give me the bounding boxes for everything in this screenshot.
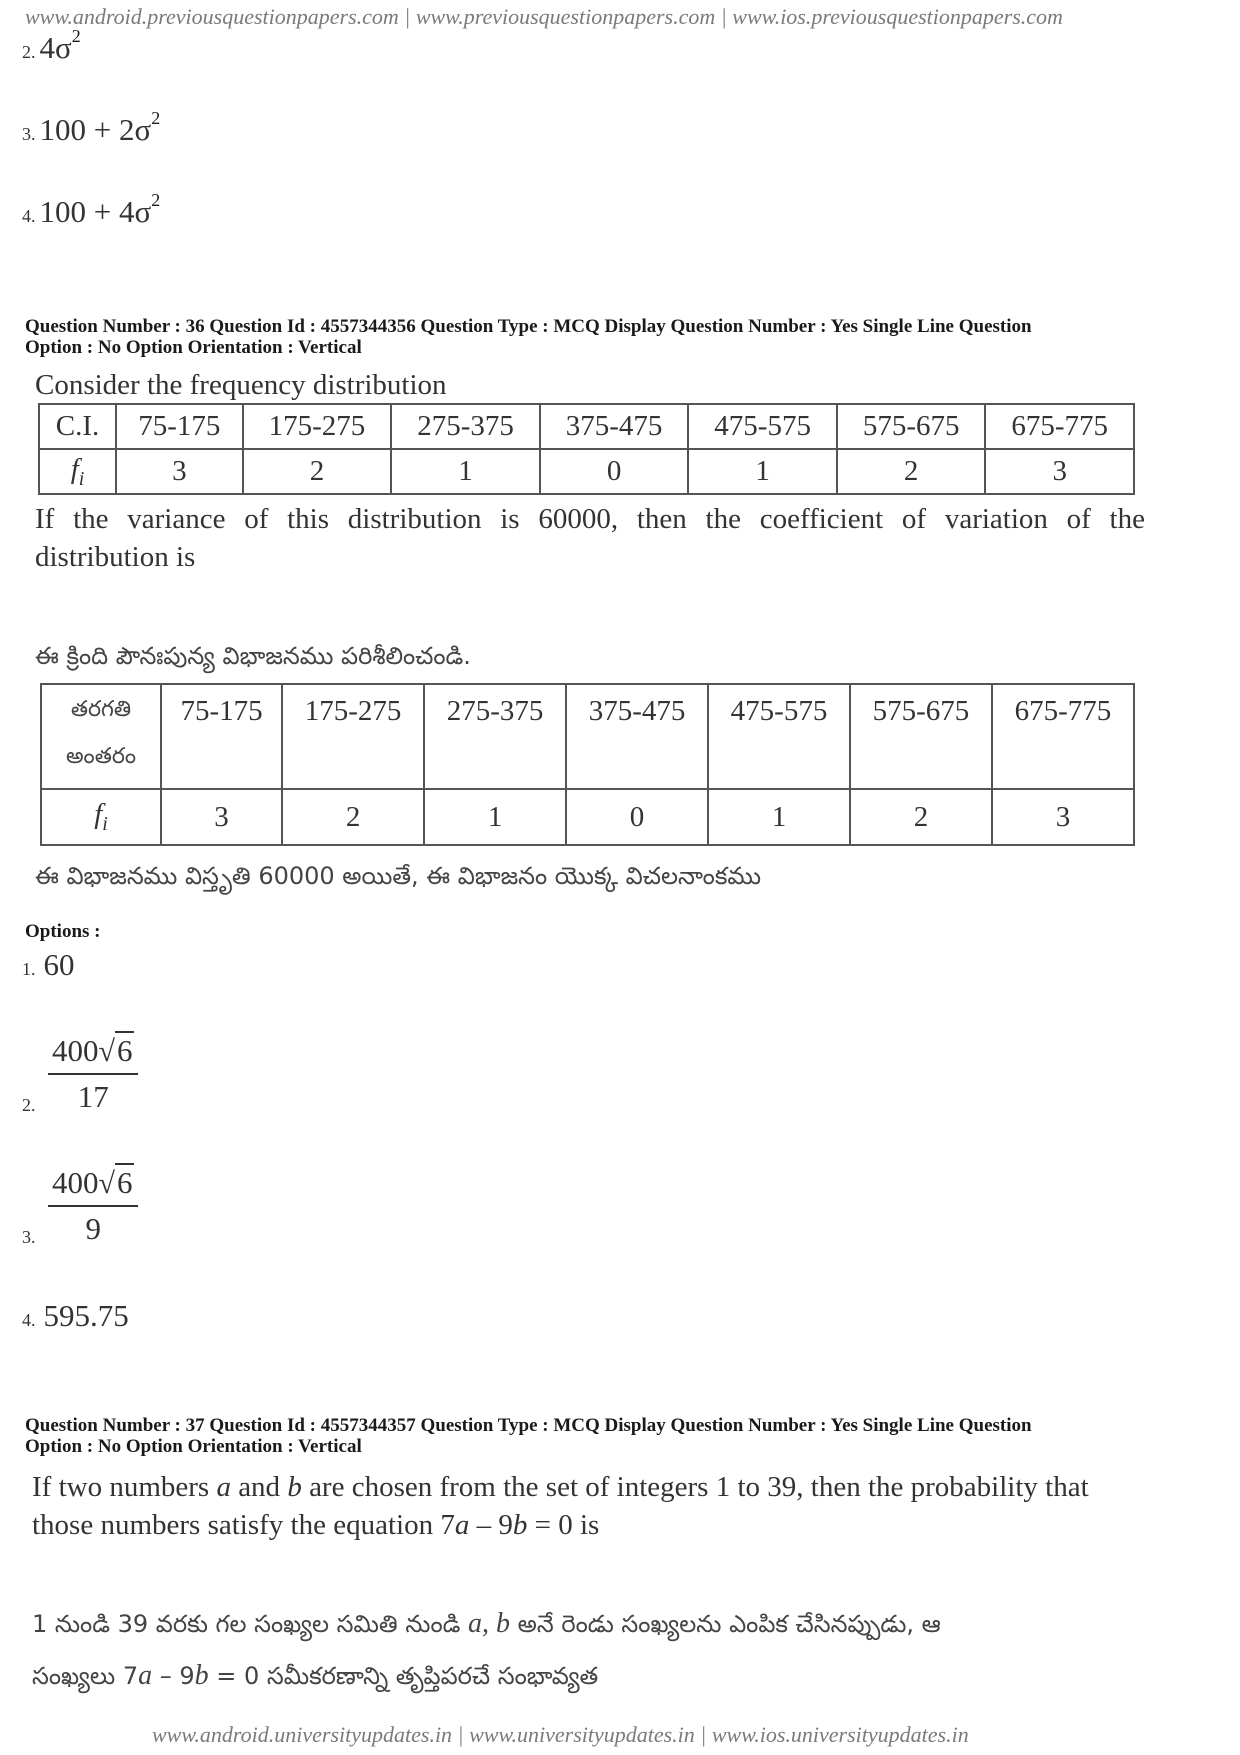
radicand: 6 (116, 1033, 133, 1068)
stem-line: those numbers satisfy the equation 7a – 9b = 0 is (32, 1509, 600, 1541)
frequency-cell: 2 (850, 789, 992, 845)
table-row-intervals (41, 684, 1134, 789)
option-fraction (48, 1165, 138, 1247)
frequency-cell: 3 (116, 449, 243, 494)
option-number: 3. (22, 1227, 36, 1247)
row-label (41, 684, 161, 789)
question-meta-line2: Option : No Option Orientation : Vertical (25, 337, 362, 358)
frequency-cell: 1 (688, 449, 837, 494)
prev-option-4 (22, 190, 161, 230)
frequency-cell: 1 (708, 789, 850, 845)
freq-label: $f_i$ (41, 789, 161, 845)
frequency-cell: 3 (992, 789, 1134, 845)
frequency-cell: 0 (540, 449, 689, 494)
question-meta-line1: Question Number : 36 Question Id : 4557344356 Question Type : MCQ Display Question Number : Yes Single Line Question (25, 316, 1032, 337)
option-number: 2. (22, 1095, 36, 1115)
frequency-cell: 3 (985, 449, 1134, 494)
options-label: Options : (25, 921, 101, 942)
row-label-line2: అంతరం (65, 744, 137, 769)
q36-stem-te: ఈ విభాజనము విస్తృతి 60000 అయితే, ఈ విభాజనం యొక్క విచలనాంకము (35, 862, 762, 890)
option-number: 4. (22, 206, 36, 226)
option-4[interactable] (22, 1298, 129, 1334)
q37-stem-en (32, 1468, 1142, 1544)
option-2[interactable] (22, 1033, 172, 1123)
option-superscript: 2 (71, 26, 81, 46)
question-meta-line1: Question Number : 37 Question Id : 4557344357 Question Type : MCQ Display Question Number : Yes Single Line Question (25, 1415, 1032, 1436)
interval-cell: 75-175 (161, 684, 282, 789)
option-superscript: 2 (151, 108, 161, 128)
fraction-numerator: 400√6 (48, 1165, 138, 1207)
stem-line: సంఖ్యలు 7a – 9b = 0 సమీకరణాన్ని తృప్తిపరచే సంభావ్యత (32, 1660, 599, 1691)
frequency-table-en (38, 403, 1135, 495)
interval-cell: 75-175 (116, 404, 243, 449)
frequency-cell: 1 (391, 449, 540, 494)
option-number: 2. (22, 42, 36, 62)
option-text: 595.75 (43, 1298, 129, 1333)
q36-stem-en (35, 500, 1145, 576)
interval-cell: 275-375 (424, 684, 566, 789)
option-3[interactable] (22, 1165, 172, 1255)
stem-line: If two numbers a and b are chosen from the set of integers 1 to 39, then the probability that (32, 1471, 1089, 1503)
fraction-denominator: 9 (85, 1211, 101, 1246)
frequency-cell: 2 (243, 449, 392, 494)
frequency-cell: 2 (282, 789, 424, 845)
question-37-header (25, 1415, 1215, 1457)
table-row-frequencies (39, 449, 1134, 494)
option-1[interactable] (22, 947, 75, 983)
frequency-cell: 0 (566, 789, 708, 845)
q36-intro-en: Consider the frequency distribution (35, 369, 447, 401)
prev-option-2 (22, 26, 81, 66)
interval-cell: 575-675 (837, 404, 986, 449)
stem-line: 1 నుండి 39 వరకు గల సంఖ్యల సమితి నుండి a, b అనే రెండు సంఖ్యలను ఎంపిక చేసినప్పుడు, ఆ (32, 1608, 941, 1639)
frequency-cell: 3 (161, 789, 282, 845)
interval-cell: 675-775 (992, 684, 1134, 789)
stem-line: If the variance of this distribution is 60000, then the coefficient of variation of the (35, 503, 1145, 535)
row-label: C.I. (39, 404, 116, 449)
prev-option-3 (22, 108, 161, 148)
interval-cell: 575-675 (850, 684, 992, 789)
option-fraction (48, 1033, 138, 1115)
frequency-cell: 1 (424, 789, 566, 845)
option-superscript: 2 (151, 190, 161, 210)
interval-cell: 175-275 (282, 684, 424, 789)
interval-cell: 375-475 (566, 684, 708, 789)
question-meta-line2: Option : No Option Orientation : Vertical (25, 1436, 362, 1457)
option-number: 4. (22, 1310, 36, 1330)
option-number: 1. (22, 959, 36, 979)
interval-cell: 175-275 (243, 404, 392, 449)
table-row-intervals (39, 404, 1134, 449)
option-text: 60 (43, 947, 75, 982)
option-text: 100 + 4σ (39, 194, 152, 229)
fraction-numerator: 400√6 (48, 1033, 138, 1075)
stem-line: distribution is (35, 541, 196, 573)
interval-cell: 375-475 (540, 404, 689, 449)
frequency-cell: 2 (837, 449, 986, 494)
option-text: 100 + 2σ (39, 112, 152, 147)
option-text: 4σ (39, 30, 72, 65)
table-row-frequencies (41, 789, 1134, 845)
interval-cell: 475-575 (688, 404, 837, 449)
radicand: 6 (116, 1165, 133, 1200)
option-number: 3. (22, 124, 36, 144)
question-36-header (25, 316, 1215, 358)
interval-cell: 675-775 (985, 404, 1134, 449)
watermark-bottom: www.android.universityupdates.in | www.universityupdates.in | www.ios.universityupdates.in (152, 1722, 969, 1747)
interval-cell: 275-375 (391, 404, 540, 449)
watermark-top: www.android.previousquestionpapers.com | www.previousquestionpapers.com | www.ios.previousquestionpapers.com (25, 4, 1063, 29)
row-label-line1: తరగతి (70, 697, 132, 722)
interval-cell: 475-575 (708, 684, 850, 789)
freq-label: $f_i$ (39, 449, 116, 494)
q36-intro-te: ఈ క్రింది పౌనఃపున్య విభాజనము పరిశీలించండి. (35, 642, 471, 670)
fraction-denominator: 17 (77, 1079, 109, 1114)
q37-stem-te (32, 1598, 1152, 1702)
frequency-table-te (40, 683, 1135, 846)
